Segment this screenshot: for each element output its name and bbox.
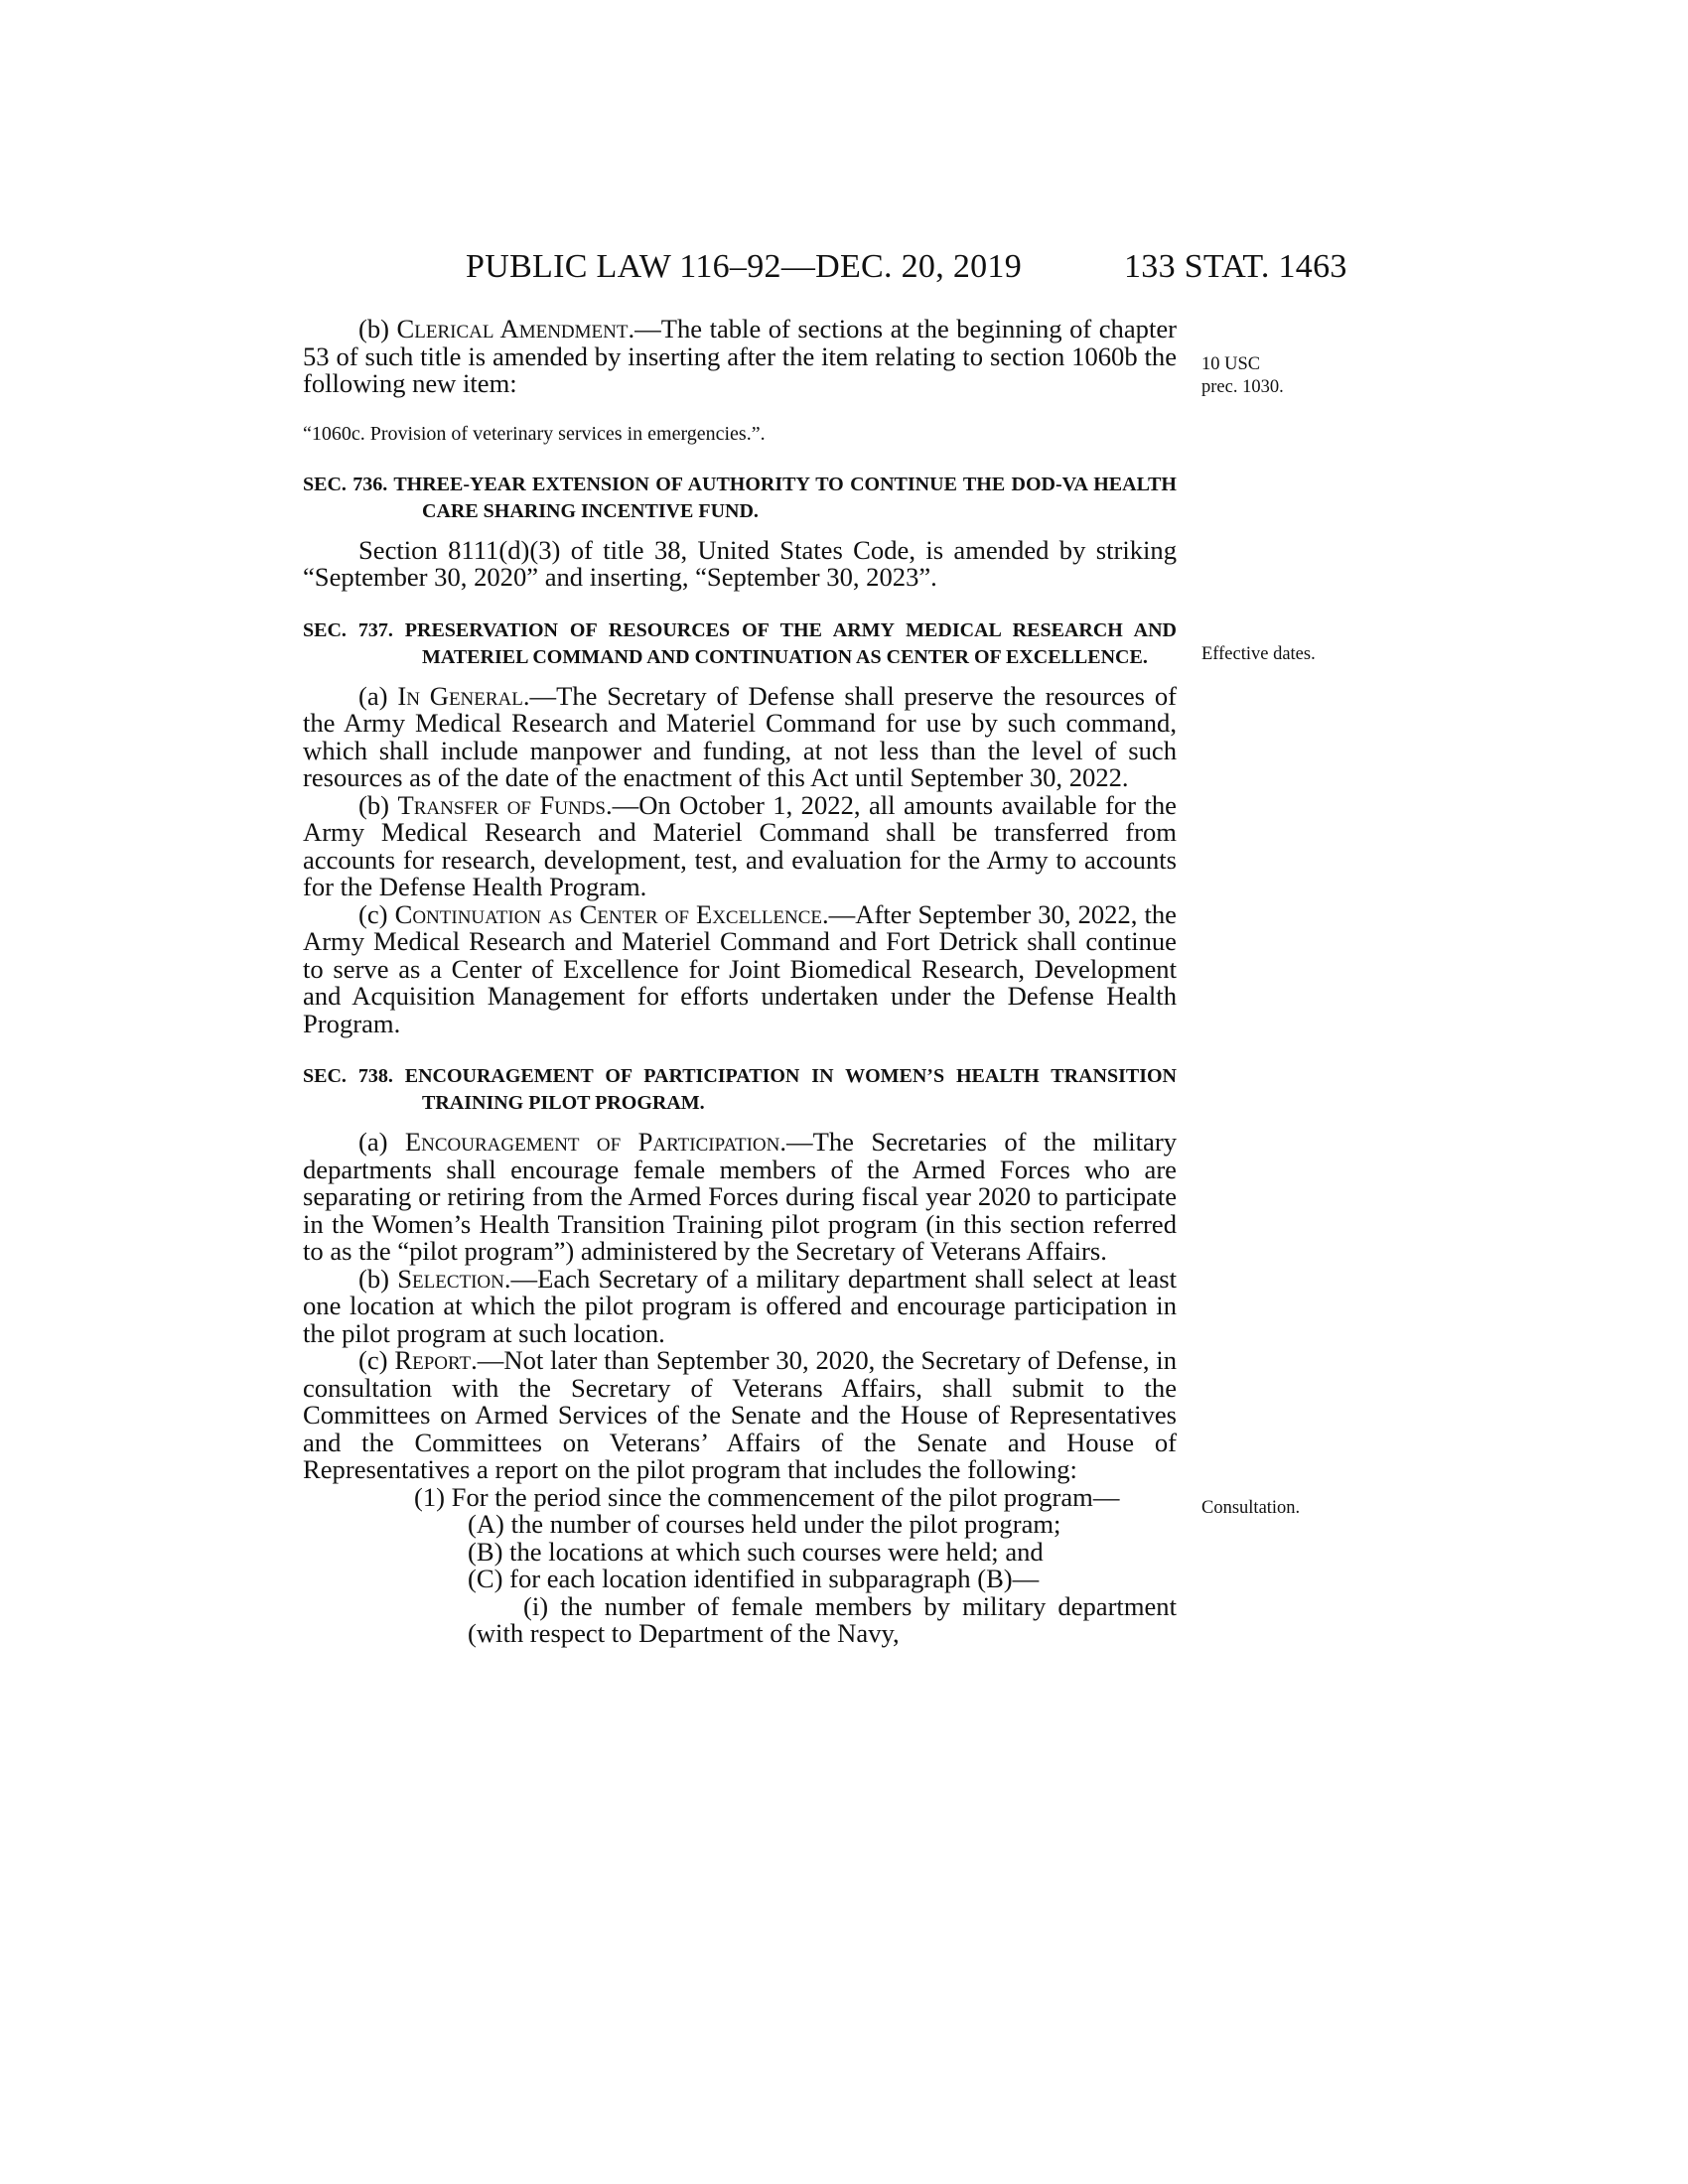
margin-note-usc-line1: 10 USC (1201, 354, 1261, 374)
margin-note-usc (1201, 353, 1284, 399)
para-label: (c) (358, 898, 395, 929)
para-text: .—Each Secretary of a military department shall select at least one location at which the pilot program is offered and encourage participation in the pilot program at such location. (303, 1263, 1177, 1348)
clerical-amendment-paragraph (303, 316, 1177, 398)
para-heading: Report (394, 1345, 472, 1375)
para-label: (a) (358, 1127, 405, 1157)
para-text: .—After September 30, 2022, the Army Medical Research and Materiel Command and Fort Detrick shall continue to serve as a Center of Excellence for Joint Biomedical Research, Development and Acquisition Management for efforts undertaken under the Defense Health Program. (303, 898, 1177, 1038)
section-738-subsection-c (303, 1347, 1177, 1484)
subparagraph-a: (A) the number of courses held under the pilot program; (468, 1509, 1061, 1539)
para-heading: Selection (397, 1263, 504, 1294)
margin-note-usc-line2: prec. 1030. (1201, 377, 1284, 397)
section-737-heading: SEC. 737. PRESERVATION OF RESOURCES OF THE ARMY MEDICAL RESEARCH AND MATERIEL COMMAND AND CONTINUATION AS CENTER OF EXCELLENCE. (303, 618, 1177, 668)
para-label: (b) (358, 789, 398, 820)
subparagraph-c: (C) for each location identified in subparagraph (B)— (468, 1564, 1040, 1593)
para-text: .—Not later than September 30, 2020, the Secretary of Defense, in consultation with the Secretary of Veterans Affairs, shall submit to the Committees on Armed Services of the Senate and the House of Representatives and the Committees on Veterans’ Affairs of the Senate and House of Representatives a report on the pilot program that includes the following: (303, 1345, 1177, 1484)
section-737-subsection-c (303, 898, 1177, 1038)
paragraph-1: (1) For the period since the commencement of the pilot program— (414, 1481, 1120, 1512)
section-736-heading: SEC. 736. THREE-YEAR EXTENSION OF AUTHORITY TO CONTINUE THE DOD-VA HEALTH CARE SHARING INCENTIVE FUND. (303, 473, 1177, 522)
clause-i: (i) the number of female members by military department (with respect to Department of the Navy, (468, 1590, 1177, 1648)
para-text: .—The table of sections at the beginning of chapter 53 of such title is amended by inserting after the item relating to section 1060b the following new item: (303, 314, 1178, 398)
para-text: .—The Secretary of Defense shall preserve the resources of the Army Medical Research and Materiel Command for use by such command, which shall include manpower and funding, at not less than the level of such resources as of the date of the enactment of this Act until September 30, 2022. (303, 680, 1177, 792)
para-heading: Encouragement of Participation (404, 1127, 780, 1157)
section-737-subsection-a (303, 680, 1177, 792)
para-label: (c) (358, 1345, 395, 1375)
running-header-title: PUBLIC LAW 116–92—DEC. 20, 2019 (466, 248, 1023, 285)
section-738-heading: SEC. 738. ENCOURAGEMENT OF PARTICIPATION IN WOMEN’S HEALTH TRANSITION TRAINING PILOT PROGRAM. (303, 1065, 1177, 1114)
page-number-stat: 133 STAT. 1463 (1124, 248, 1347, 285)
subparagraph-b: (B) the locations at which such courses were held; and (468, 1536, 1044, 1567)
margin-note-effective-dates: Effective dates. (1201, 644, 1316, 664)
para-heading: Clerical Amendment (396, 314, 629, 343)
para-label: (a) (358, 680, 398, 711)
section-738-subsection-b (303, 1263, 1177, 1348)
para-label: (b) (358, 1263, 398, 1294)
section-737-subsection-b (303, 789, 1177, 901)
para-heading: Transfer of Funds (397, 789, 606, 820)
table-of-sections-item: “1060c. Provision of veterinary services in emergencies.”. (303, 422, 766, 445)
para-heading: In General (397, 680, 523, 711)
para-heading: Continuation as Center of Excellence (394, 898, 823, 929)
section-738-subsection-a (303, 1129, 1177, 1266)
para-label: (b) (358, 314, 397, 343)
margin-note-consultation: Consultation. (1201, 1498, 1301, 1518)
main-text-column (303, 316, 1177, 1648)
para-text: .—The Secretaries of the military departments shall encourage female members of the Armed Forces who are separating or retiring from the Armed Forces during fiscal year 2020 to participate in the Women’s Health Transition Training pilot program (in this section referred to as the “pilot program”) administered by the Secretary of Veterans Affairs. (303, 1127, 1177, 1266)
section-736-text: Section 8111(d)(3) of title 38, United States Code, is amended by striking “September 30, 2020” and inserting, “September 30, 2023”. (303, 534, 1177, 592)
para-text: .—On October 1, 2022, all amounts available for the Army Medical Research and Materiel Command shall be transferred from accounts for research, development, test, and evaluation for the Army to accounts for the Defense Health Program. (303, 789, 1177, 901)
